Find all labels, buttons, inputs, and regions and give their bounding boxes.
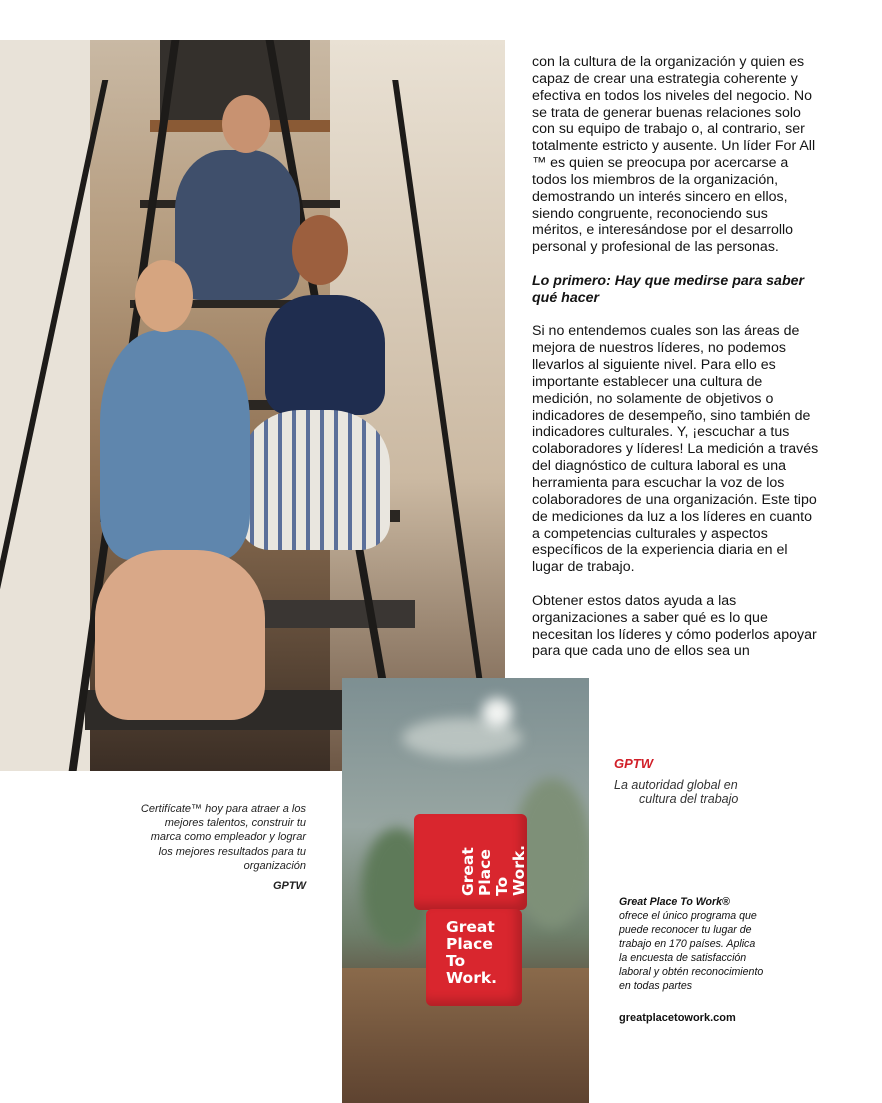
gptw-brand-label: GPTW: [614, 756, 653, 771]
gptw-cubes-photo: [342, 678, 589, 1103]
cube-text: Work.: [446, 969, 498, 987]
article-paragraph: con la cultura de la organización y quien es capaz de crear una estrategia coherente y efectiva en todos los niveles del negocio. No se trata de generar buenas relaciones solo con su equipo de trabajo o, al contrario, ser totalmente estricto y ausente. Un líder For All ™ es quien se preocupa por acercarse a todos los miembros de la organización, demostrando un interés sincero en ellos, siendo congruente, reconociendo sus méritos, e interesándose por el desarrollo personal y profesional de las personas.: [532, 54, 816, 256]
gptw-cube-bottom: [426, 909, 522, 1006]
cube-text: Work.: [510, 844, 528, 896]
section-heading: Lo primero: Hay que medirse para saber qué hacer: [532, 272, 805, 306]
cube-text: To: [493, 876, 511, 896]
gptw-tagline: [614, 778, 754, 806]
cube-text: To: [446, 952, 466, 970]
article-paragraph: Si no entendemos cuales son las áreas de mejora de nuestros líderes, no podemos llevarlos al siguiente nivel. Para ello es importante establecer una cultura de medición, no solamente de objetivos o indicadores de desempeño, sino también de indicadores culturales. Y, ¡escuchar a tus colaboradores y líderes! La medición a través del diagnóstico de cultura laboral es una herramienta para escuchar la voz de los colaboradores de una organización. Este tipo de mediciones da luz a los líderes en cuanto a competencias culturales y aspectos específicos de la experiencia diaria en el lugar de trabajo.: [532, 323, 819, 576]
cube-text: Place: [476, 849, 494, 896]
caption-source: GPTW: [273, 880, 306, 893]
tagline-line: cultura del trabajo: [639, 792, 739, 806]
gptw-description: [619, 895, 764, 993]
tagline-line: La autoridad global en: [614, 778, 738, 792]
description-heading: Great Place To Work®: [619, 896, 730, 908]
article-body: [532, 54, 822, 677]
gptw-cube-top: [414, 814, 527, 910]
description-body: ofrece el único programa que puede reconocer tu lugar de trabajo en 170 países. Aplica la encuesta de satisfacción laboral y obtén reconocimiento en todas partes: [619, 910, 764, 992]
cube-text: Great: [446, 918, 495, 936]
caption-text: Certifícate™ hoy para atraer a los mejores talentos, construir tu marca como empleador y lograr los mejores resultados para tu organización: [140, 803, 306, 872]
cube-text: Great: [459, 847, 477, 896]
gptw-website-link[interactable]: greatplacetowork.com: [619, 1012, 736, 1024]
cube-text: Place: [446, 935, 493, 953]
certification-caption: [140, 802, 306, 893]
stairs-photo: [0, 40, 505, 771]
article-paragraph: Obtener estos datos ayuda a las organizaciones a saber qué es lo que necesitan los líderes y cómo poderlos apoyar para que cada uno de ellos sea un: [532, 592, 817, 660]
